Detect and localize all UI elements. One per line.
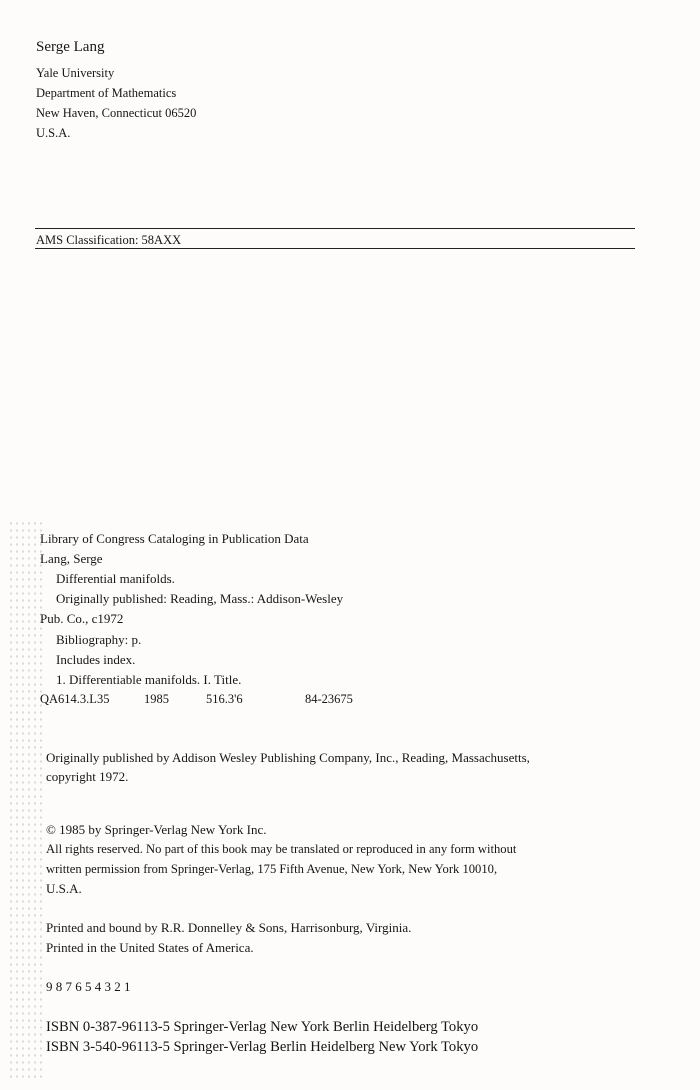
- rights-line: U.S.A.: [46, 881, 82, 896]
- copyright-notice: © 1985 by Springer-Verlag New York Inc.: [46, 822, 267, 837]
- print-run: 9 8 7 6 5 4 3 2 1: [46, 979, 131, 994]
- printer-line: Printed and bound by R.R. Donnelley & Sons, Harrisonburg, Virginia.: [46, 920, 412, 935]
- cip-dewey: 516.3'6: [206, 692, 243, 706]
- cip-call-number: QA614.3.L35: [40, 692, 110, 706]
- original-publisher-line: copyright 1972.: [46, 769, 129, 784]
- cip-line: Lang, Serge: [40, 551, 103, 566]
- cip-lccn: 84-23675: [305, 692, 353, 706]
- cip-line: Originally published: Reading, Mass.: Addison-Wesley: [56, 591, 344, 606]
- affiliation-line: Yale University: [36, 66, 115, 80]
- ams-classification: AMS Classification: 58AXX: [36, 233, 182, 247]
- bottom-rule: [35, 248, 635, 249]
- cip-line: Bibliography: p.: [56, 632, 142, 647]
- cip-line: Differential manifolds.: [56, 571, 175, 586]
- isbn-line: ISBN 3-540-96113-5 Springer-Verlag Berlin Heidelberg New York Tokyo: [46, 1039, 479, 1055]
- cip-line: Includes index.: [56, 652, 136, 667]
- cip-heading: Library of Congress Cataloging in Publication Data: [40, 531, 309, 546]
- printer-line: Printed in the United States of America.: [46, 940, 254, 955]
- affiliation-line: New Haven, Connecticut 06520: [36, 106, 197, 120]
- rights-line: written permission from Springer-Verlag, 175 Fifth Avenue, New York, New York 10010,: [46, 862, 498, 876]
- top-rule: [35, 228, 635, 229]
- affiliation-line: Department of Mathematics: [36, 86, 177, 100]
- original-publisher-line: Originally published by Addison Wesley Publishing Company, Inc., Reading, Massachusetts,: [46, 750, 530, 765]
- cip-line: Pub. Co., c1972: [40, 611, 124, 626]
- author-name: Serge Lang: [36, 39, 105, 55]
- rights-line: All rights reserved. No part of this book may be translated or reproduced in any form without: [46, 842, 517, 856]
- cip-year: 1985: [144, 692, 169, 706]
- cip-line: 1. Differentiable manifolds. I. Title.: [56, 672, 242, 687]
- scan-artifacts: [8, 520, 42, 1080]
- isbn-line: ISBN 0-387-96113-5 Springer-Verlag New York Berlin Heidelberg Tokyo: [46, 1019, 479, 1035]
- affiliation-line: U.S.A.: [36, 126, 71, 140]
